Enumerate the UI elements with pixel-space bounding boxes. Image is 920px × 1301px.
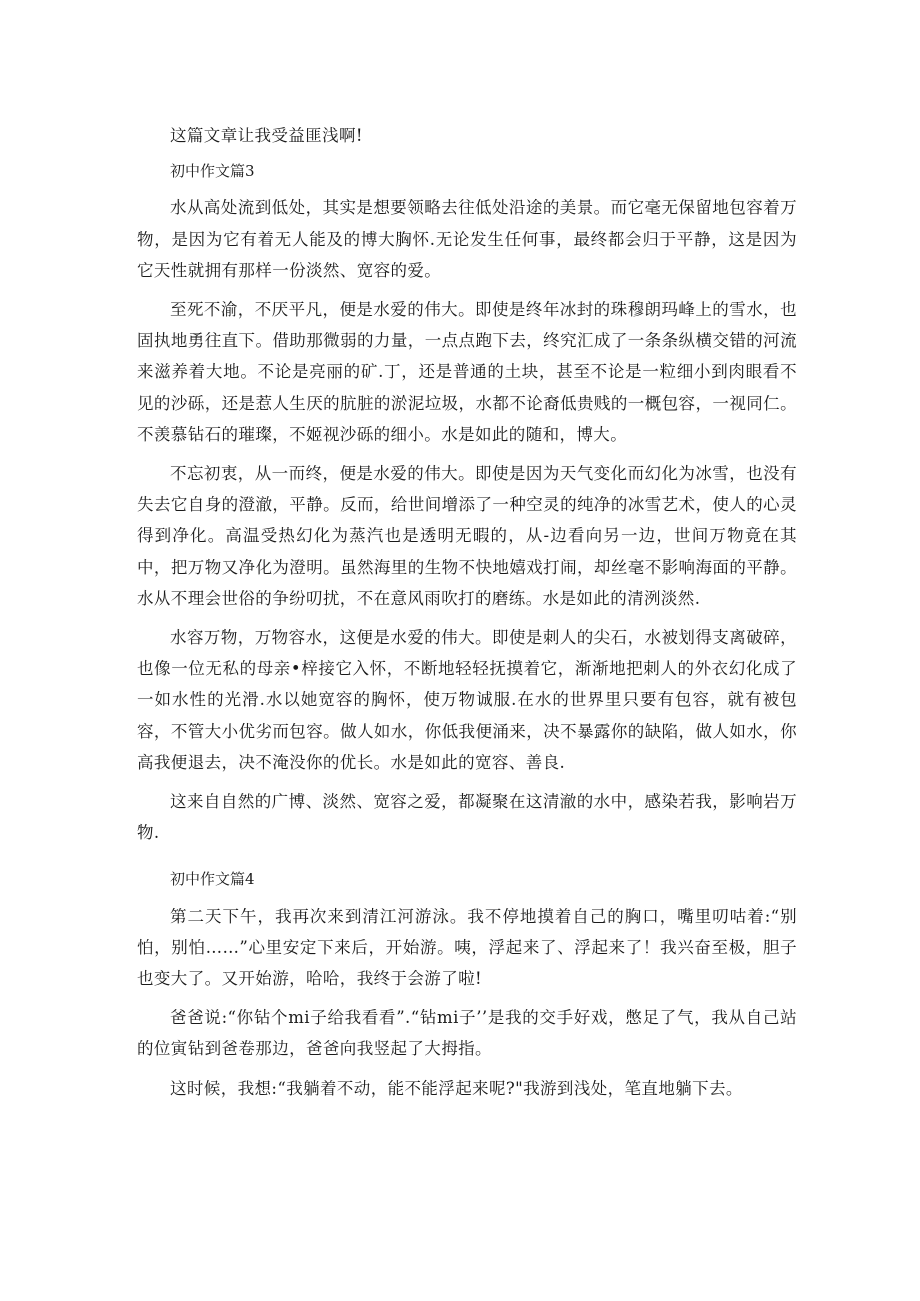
paragraph-water-tolerance: 水容万物，万物容水，这便是水爱的伟大。即使是刺人的尖石，水被划得支离破碎，也像一位无私的母亲•梓接它入怀，不断地轻轻抚摸着它，渐渐地把刺人的外衣幻化成了一如水性的光滑.水以她宽容的胸怀，使万物诚服.在水的世界里只要有包容，就有被包容，不管大小优劣而包容。做人如水，你低我便涌来，决不暴露你的缺陷，做人如水，你高我便退去，决不淹没你的优长。水是如此的宽容、善良. bbox=[137, 628, 797, 772]
paragraph-water-purity: 不忘初衷，从一而终，便是水爱的伟大。即使是因为天气变化而幻化为冰雪，也没有失去它自身的澄澈，平静。反而，给世间增添了一种空灵的纯净的冰雪艺术，使人的心灵得到净化。高温受热幻化为蒸汽也是透明无暇的，从-边看向另一边，世间万物竟在其中，把万物又净化为澄明。虽然海里的生物不快地嬉戏打闹，却丝毫不影响海面的平静。水从不理会世俗的争纷叨扰，不在意风雨吹打的磨练。水是如此的清洌淡然. bbox=[137, 464, 797, 608]
paragraph-water-devotion: 至死不渝，不厌平凡，便是水爱的伟大。即使是终年冰封的珠穆朗玛峰上的雪水，也固执地勇往直下。借助那微弱的力量，一点点跑下去，终究汇成了一条条纵横交错的河流来滋养着大地。不论是亮丽的矿.丁，还是普通的土块，甚至不论是一粒细小到肉眼看不见的沙砾，还是惹人生厌的肮脏的淤泥垃圾，水都不论裔低贵贱的一概包容，一视同仁。不羡慕钻石的璀璨，不姬视沙砾的细小。水是如此的随和，博大。 bbox=[137, 300, 797, 444]
paragraph-water-conclusion: 这来自自然的广博、淡然、宽容之爱，都凝聚在这清澈的水中，感染若我，影响岩万物. bbox=[137, 792, 797, 843]
paragraph-closing-remark: 这篇文章让我受益匪浅啊! bbox=[170, 126, 363, 145]
paragraph-water-intro: 水从高处流到低处，其实是想要领略去往低处沿途的美景。而它毫无保留地包容着万物，是因为它有着无人能及的博大胸怀.无论发生任何事，最终都会归于平静，这是因为它天性就拥有那样一份淡然、宽容的爱。 bbox=[137, 198, 797, 280]
section-heading-essay-3: 初中作文篇3 bbox=[170, 162, 255, 181]
paragraph-swimming-afternoon: 第二天下午，我再次来到清江河游泳。我不停地摸着自己的胸口，嘴里叨咕着:“别怕，别怕……”心里安定下来后，开始游。咦，浮起来了、浮起来了！我兴奋至极，胆子也变大了。又开始游，哈哈，我终于会游了啦! bbox=[137, 906, 797, 989]
section-heading-essay-4: 初中作文篇4 bbox=[170, 870, 255, 889]
document-body bbox=[137, 120, 797, 1104]
paragraph-swimming-dad: 爸爸说:“你钻个mi子给我看看”.“钻mi子’’是我的交手好戏，憋足了气，我从自己站的位寅钻到爸卷那边，爸爸向我竖起了大拇指。 bbox=[137, 1008, 797, 1059]
paragraph-swimming-float: 这时候，我想:“我躺着不动，能不能浮起来呢?"我游到浅处，笔直地躺下去。 bbox=[170, 1078, 743, 1098]
